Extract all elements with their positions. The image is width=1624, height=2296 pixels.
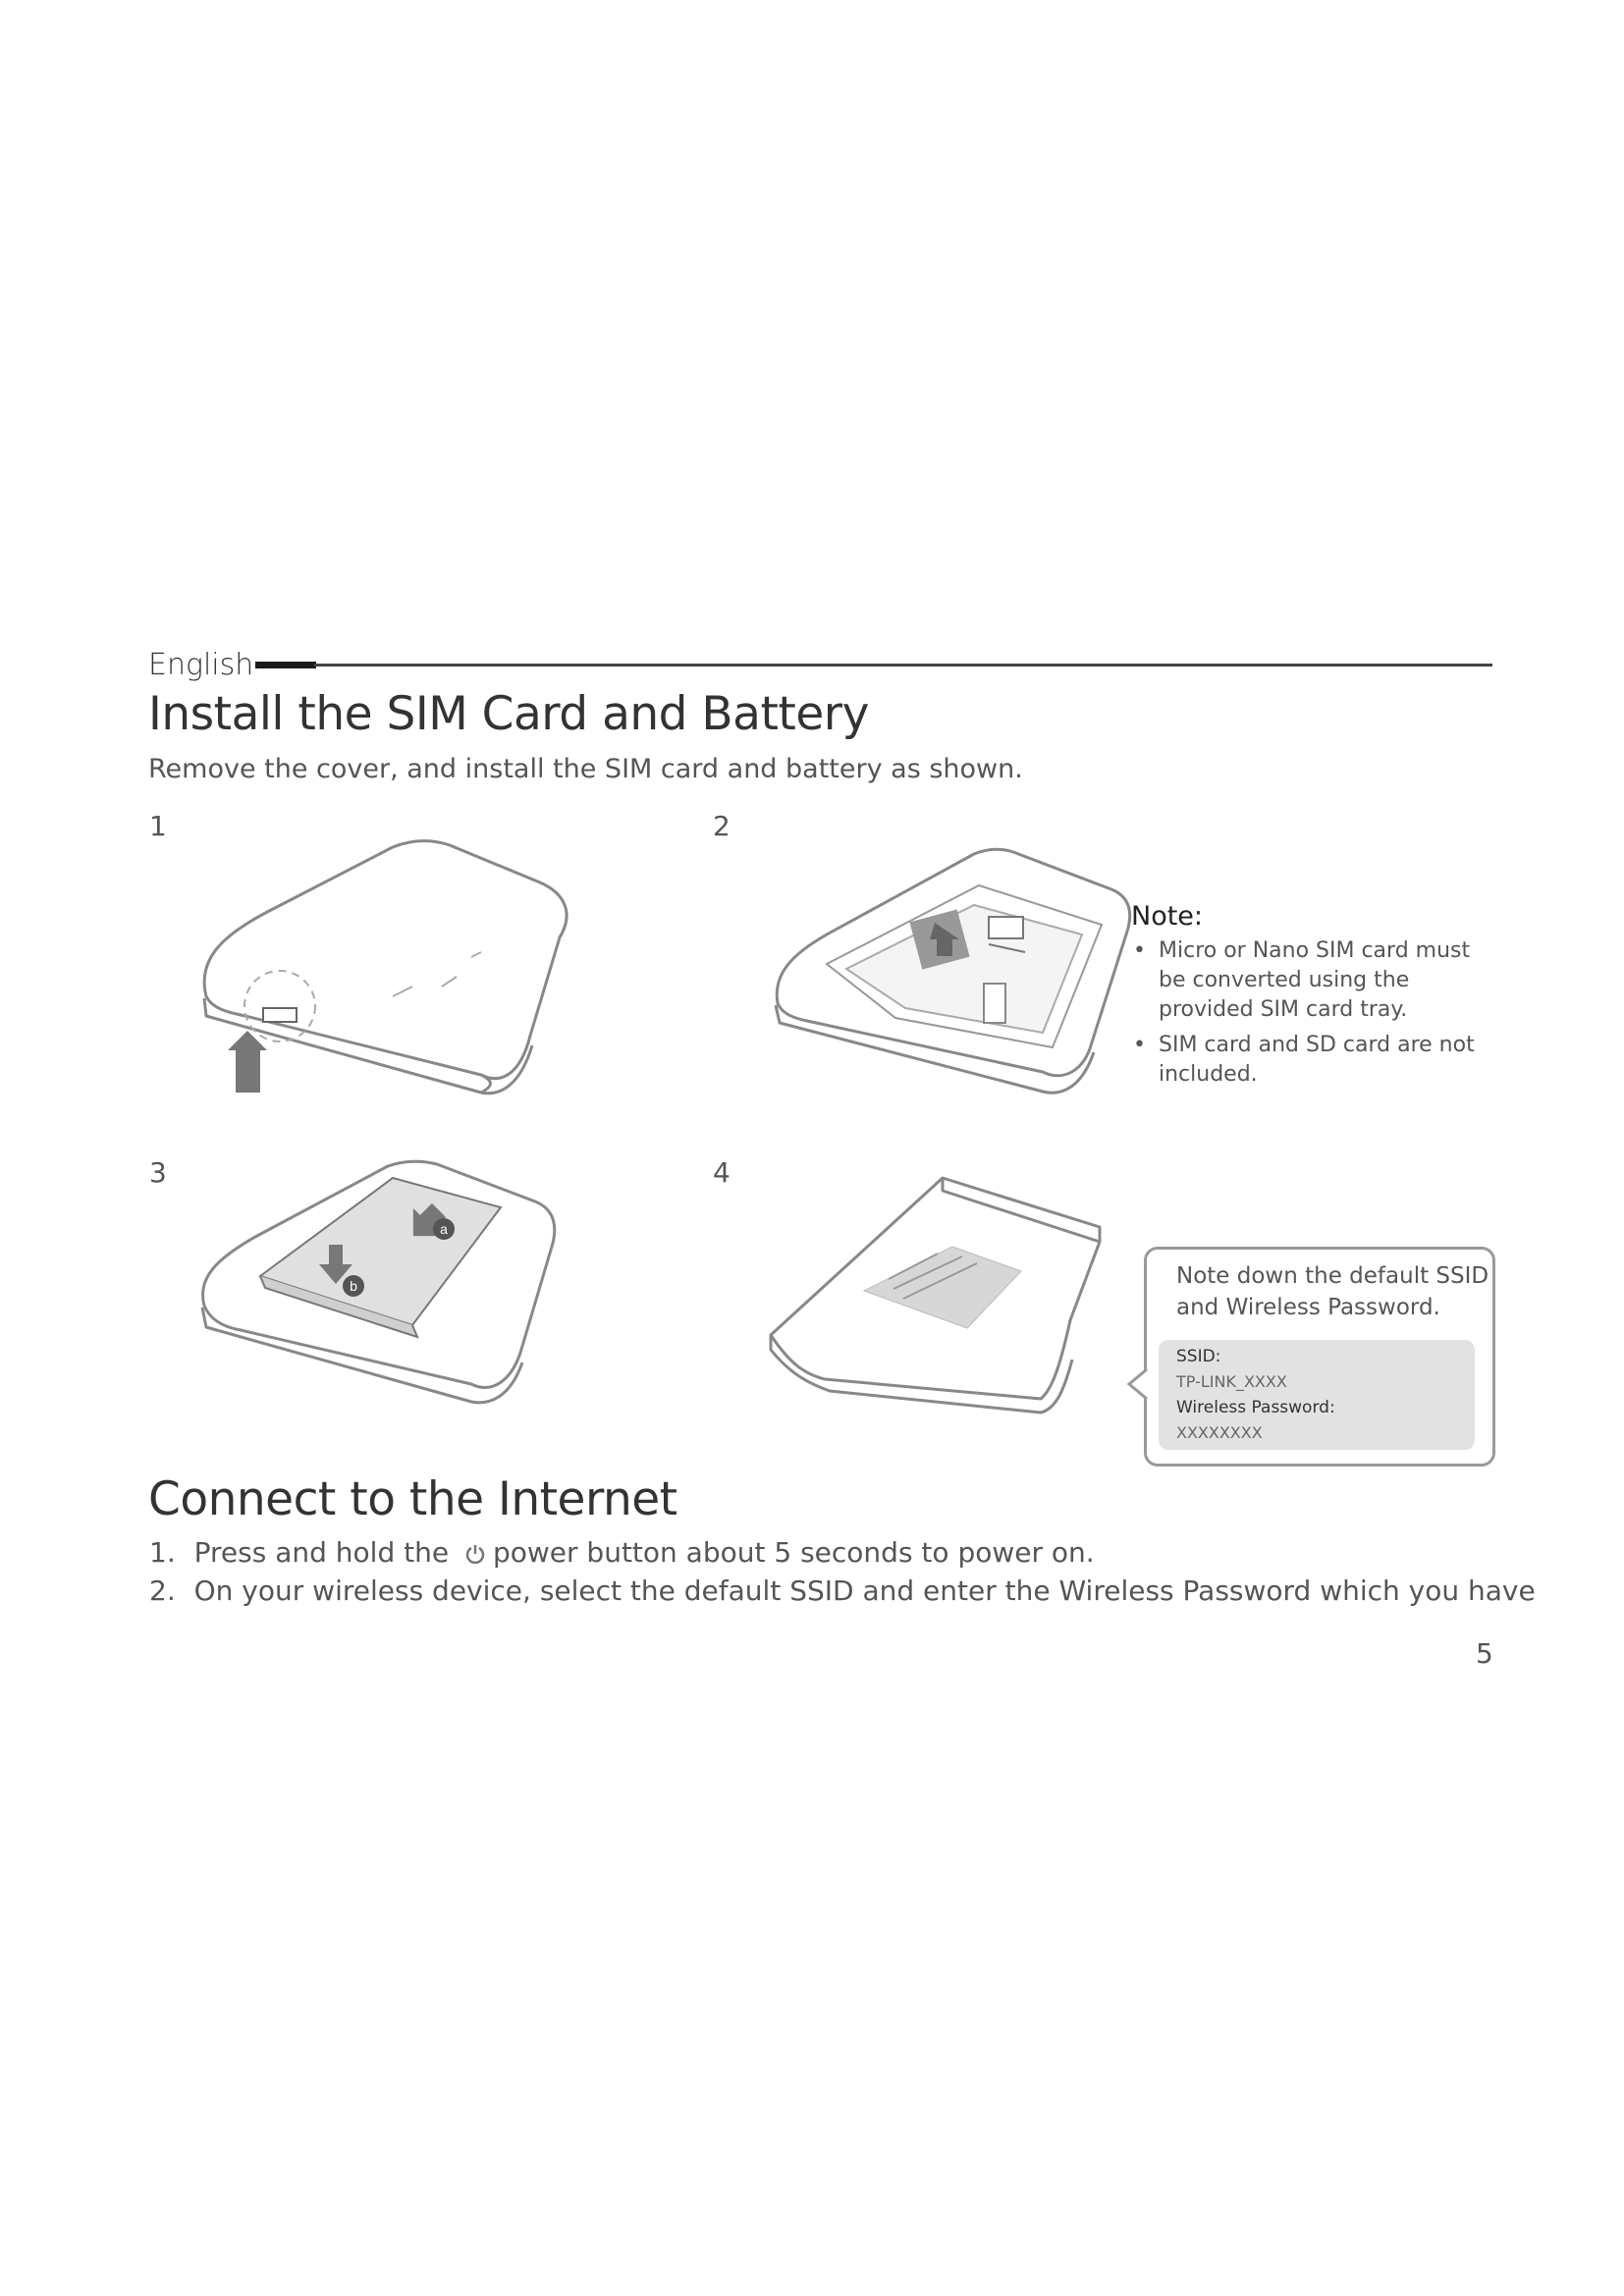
callout-pointer [1127,1369,1149,1399]
step-text: On your wireless device, select the default SSID and enter the Wireless Password which you have [193,1575,1536,1607]
illustration-insert-sim [768,846,1141,1116]
note-item: • SIM card and SD card are not included. [1129,1031,1483,1090]
step-text-before: Press and hold the [193,1536,450,1569]
instruction-step-1 [149,1536,1095,1569]
step-number-3: 3 [149,1156,167,1189]
language-label: English [148,648,254,682]
illustration-insert-battery [187,1158,579,1428]
instruction-step-2 [149,1575,1536,1607]
step-number: 1. [149,1536,176,1569]
upload-arrow-icon [228,1031,267,1093]
note-title: Note: [1131,901,1204,932]
illustration-cover-label [766,1173,1100,1443]
section-title-install: Install the SIM Card and Battery [148,687,869,741]
password-label: Wireless Password: [1176,1398,1335,1417]
step-number-2: 2 [713,810,731,842]
section-title-connect: Connect to the Internet [148,1472,677,1526]
ssid-value: TP-LINK_XXXX [1176,1372,1287,1391]
illustration-remove-cover [187,839,579,1109]
step-text-after: power button about 5 seconds to power on. [492,1536,1095,1569]
page-number: 5 [1476,1637,1493,1670]
callout-instruction: Note down the default SSID and Wireless Password. [1176,1263,1489,1320]
power-icon [458,1536,493,1569]
step-number-4: 4 [713,1156,731,1189]
section-subtitle-install: Remove the cover, and install the SIM card and battery as shown. [148,754,1023,784]
header-rule [314,664,1492,667]
header-rule-accent [255,662,316,668]
step-number: 2. [149,1575,176,1607]
ssid-label: SSID: [1176,1347,1221,1366]
step-number-1: 1 [149,810,167,842]
note-item: • Micro or Nano SIM card must be converted using the provided SIM card tray. [1129,936,1483,1025]
note-list [1129,936,1483,1095]
password-value: XXXXXXXX [1176,1423,1263,1442]
marker-b: b [350,1278,357,1294]
marker-a: a [440,1221,448,1237]
